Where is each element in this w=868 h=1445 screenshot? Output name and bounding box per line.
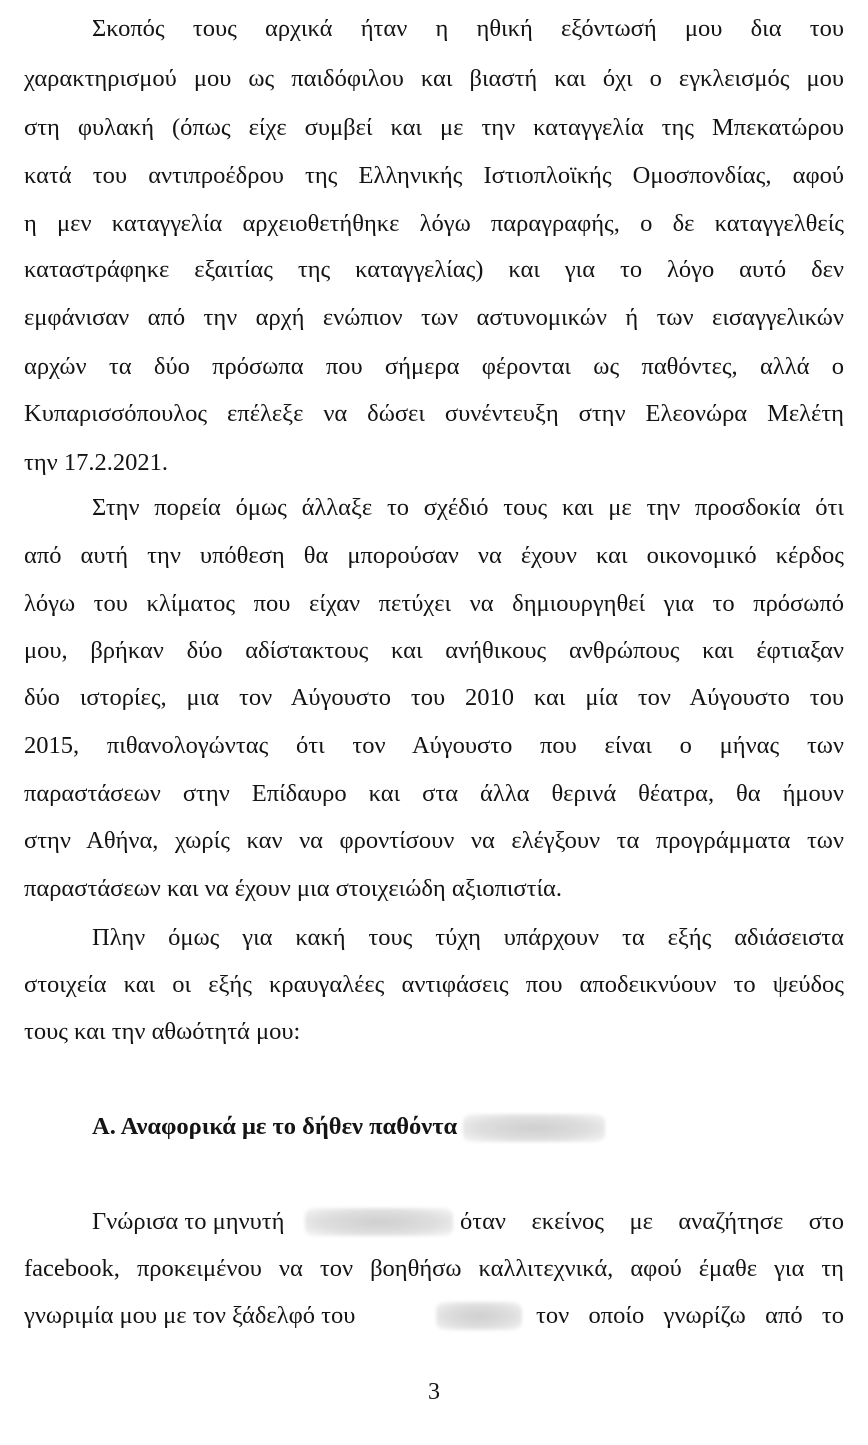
paragraph-4-line-1-end: όταν εκείνος με αναζήτησε στο [460,1208,844,1235]
paragraph-1-line-1: Σκοπός τους αρχικά ήταν η ηθική εξόντωσή μου δια του [92,15,844,42]
paragraph-2-line-5: δύο ιστορίες, μια τον Αύγουστο του 2010 και μία τον Αύγουστο του [24,684,844,711]
redacted-name-complainant [305,1208,453,1236]
paragraph-4-line-2: facebook, προκειμένου να τον βοηθήσω καλλιτεχνικά, αφού έμαθε για τη [24,1255,844,1282]
paragraph-1-line-10: την 17.2.2021. [24,449,168,476]
section-heading [92,1112,605,1142]
paragraph-3-line-2: στοιχεία και οι εξής κραυγαλέες αντιφάσεις που αποδεικνύουν το ψεύδος [24,971,844,998]
paragraph-2-line-8: στην Αθήνα, χωρίς καν να φροντίσουν να ελέγξουν τα προγράμματα των [24,827,844,854]
paragraph-4-line-3-start: γνωριμία μου με τον ξάδελφό του [24,1302,356,1329]
paragraph-1-line-6: καταστράφηκε εξαιτίας της καταγγελίας) και για το λόγο αυτό δεν [24,256,844,283]
paragraph-1-line-3: στη φυλακή (όπως είχε συμβεί και με την καταγγελία της Μπεκατώρου [24,114,844,141]
section-heading-text: Α. Αναφορικά με το δήθεν παθόντα [92,1113,458,1140]
paragraph-4-line-3 [24,1301,444,1331]
paragraph-2-line-2: από αυτή την υπόθεση θα μπορούσαν να έχουν και οικονομικό κέρδος [24,542,844,569]
paragraph-1-line-4: κατά του αντιπροέδρου της Ελληνικής Ιστιοπλοϊκής Ομοσπονδίας, αφού [24,162,844,189]
paragraph-2-line-3: λόγω του κλίματος που είχαν πετύχει να δημιουργηθεί για το πρόσωπό [24,590,844,617]
paragraph-2-line-6: 2015, πιθανολογώντας ότι τον Αύγουστο που είναι ο μήνας των [24,732,844,759]
redacted-name-heading [463,1114,605,1142]
page-number: 3 [428,1379,440,1405]
paragraph-2-line-4: μου, βρήκαν δύο αδίστακτους και ανήθικους ανθρώπους και έφτιαξαν [24,637,844,664]
paragraph-2-line-1: Στην πορεία όμως άλλαξε το σχέδιό τους και με την προσδοκία ότι [92,494,844,521]
paragraph-3-line-1: Πλην όμως για κακή τους τύχη υπάρχουν τα εξής αδιάσειστα [92,924,844,951]
paragraph-1-line-5: η μεν καταγγελία αρχειοθετήθηκε λόγω παραγραφής, ο δε καταγγελθείς [24,210,844,237]
paragraph-1-line-9: Κυπαρισσόπουλος επέλεξε να δώσει συνέντευξη στην Ελεονώρα Μελέτη [24,400,844,427]
paragraph-3-line-3: τους και την αθωότητά μου: [24,1018,301,1045]
redacted-name-cousin [436,1302,522,1330]
paragraph-2-line-7: παραστάσεων στην Επίδαυρο και στα άλλα θερινά θέατρα, θα ήμουν [24,780,844,807]
paragraph-1-line-7: εμφάνισαν από την αρχή ενώπιον των αστυνομικών ή των εισαγγελικών [24,304,844,331]
paragraph-4-line-1-start: Γνώρισα το μηνυτή [92,1208,285,1235]
paragraph-2-line-9: παραστάσεων και να έχουν μια στοιχειώδη αξιοπιστία. [24,875,563,902]
paragraph-1-line-8: αρχών τα δύο πρόσωπα που σήμερα φέρονται ως παθόντες, αλλά ο [24,353,844,380]
paragraph-1-line-2: χαρακτηρισμού μου ως παιδόφιλου και βιαστή και όχι ο εγκλεισμός μου [24,65,844,92]
paragraph-4-line-3-end: τον οποίο γνωρίζω από το [536,1302,844,1329]
